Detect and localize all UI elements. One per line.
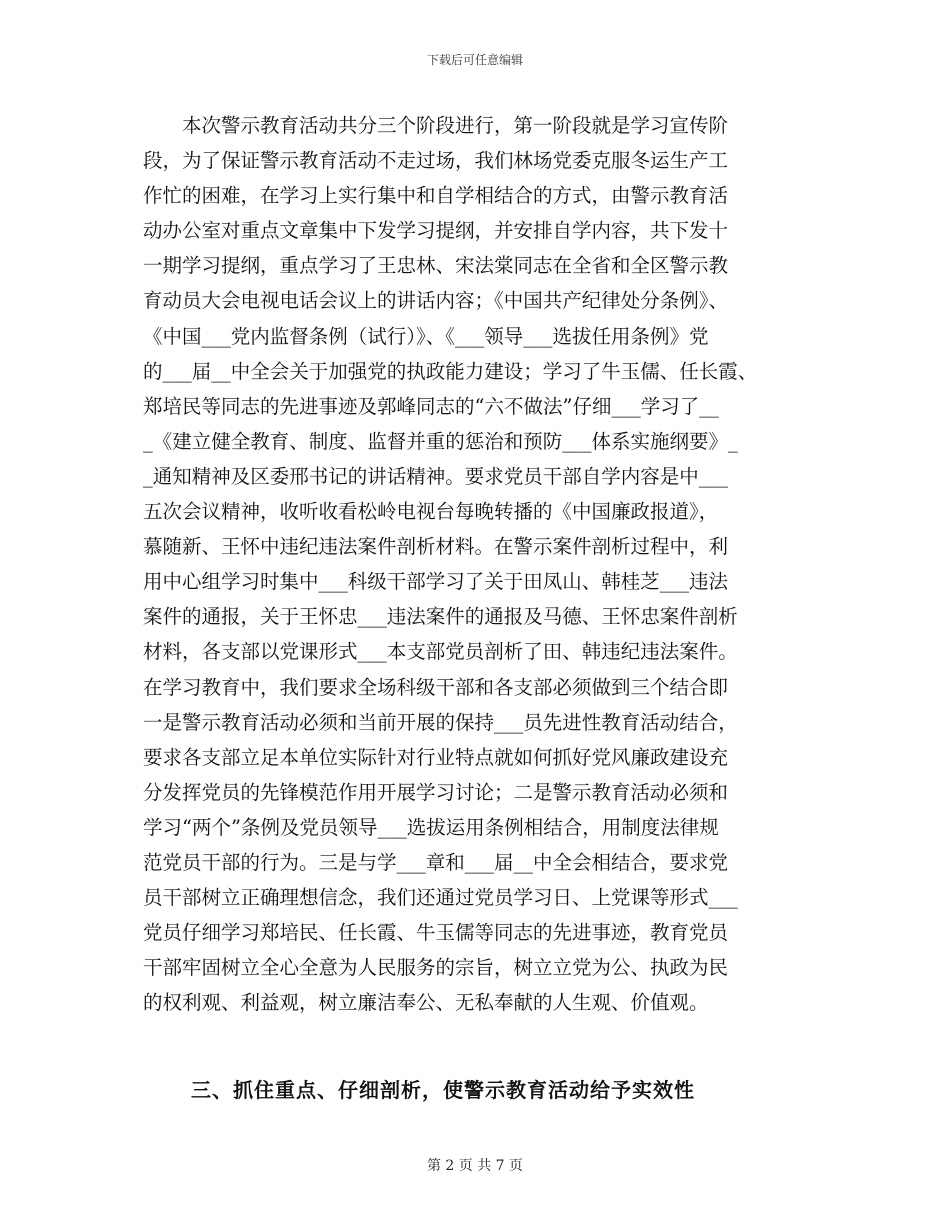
page-header: 下载后可任意编辑 — [426, 53, 523, 67]
text-line: 段，为了保证警示教育活动不走过场，我们林场党委克服冬运生产工 — [143, 149, 729, 173]
text-line: 学习“两个”条例及党员领导___选拔运用条例相结合，用制度法律规 — [143, 815, 719, 839]
text-line: 《中国___党内监督条例（试行）》、《___领导___选拔任用条例》党 — [143, 324, 709, 348]
section-heading: 三、抓住重点、仔细剖析，使警示教育活动给予实效性 — [191, 1078, 695, 1102]
text-line: 分发挥党员的先锋模范作用开展学习讨论；二是警示教育活动必须和 — [143, 780, 729, 804]
text-line: 一是警示教育活动必须和当前开展的保持___员先进性教育活动结合， — [143, 710, 738, 734]
text-line: _通知精神及区委邢书记的讲话精神。要求党员干部自学内容是中___ — [143, 464, 729, 488]
text-line: 的权利观、利益观，树立廉洁奉公、无私奉献的人生观、价值观。 — [143, 991, 709, 1015]
text-line: 作忙的困难，在学习上实行集中和自学相结合的方式，由警示教育活 — [143, 184, 729, 208]
body-paragraph — [143, 108, 813, 1020]
text-line: 育动员大会电视电话会议上的讲话内容；《中国共产纪律处分条例》、 — [143, 289, 729, 313]
text-line: 案件的通报，关于王怀忠___违法案件的通报及马德、王怀忠案件剖析 — [143, 605, 738, 629]
text-line: 郑培民等同志的先进事迹及郭峰同志的“六不做法”仔细___学习了__ — [143, 394, 719, 418]
text-line: 动办公室对重点文章集中下发学习提纲，并安排自学内容，共下发十 — [143, 219, 729, 243]
text-line: 慕随新、王怀中违纪违法案件剖析材料。在警示案件剖析过程中，利 — [143, 535, 729, 559]
text-line: 党员仔细学习郑培民、任长霞、牛玉儒等同志的先进事迹，教育党员 — [143, 921, 729, 945]
page-number: 第 2 页 共 7 页 — [426, 1158, 524, 1174]
text-line: 干部牢固树立全心全意为人民服务的宗旨，树立立党为公、执政为民 — [143, 956, 729, 980]
text-line: 用中心组学习时集中___科级干部学习了关于田凤山、韩桂芝___违法 — [143, 570, 729, 594]
text-line: 一期学习提纲，重点学习了王忠林、宋法棠同志在全省和全区警示教 — [143, 254, 729, 278]
text-line: 要求各支部立足本单位实际针对行业特点就如何抓好党风廉政建设充 — [143, 745, 729, 769]
text-line: _《建立健全教育、制度、监督并重的惩治和预防___体系实施纲要》_ — [143, 429, 738, 453]
text-line: 范党员干部的行为。三是与学___章和___届__中全会相结合，要求党 — [143, 850, 729, 874]
text-line: 本次警示教育活动共分三个阶段进行，第一阶段就是学习宣传阶 — [143, 114, 729, 137]
text-line: 五次会议精神，收听收看松岭电视台每晚转播的《中国廉政报道》， — [143, 500, 719, 524]
text-line: 材料，各支部以党课形式___本支部党员剖析了田、韩违纪违法案件。 — [143, 640, 738, 664]
text-line: 在学习教育中，我们要求全场科级干部和各支部必须做到三个结合即 — [143, 675, 729, 699]
text-line: 的___届__中全会关于加强党的执政能力建设；学习了牛玉儒、任长霞、 — [143, 359, 758, 383]
text-line: 员干部树立正确理想信念，我们还通过党员学习日、上党课等形式___ — [143, 886, 738, 910]
